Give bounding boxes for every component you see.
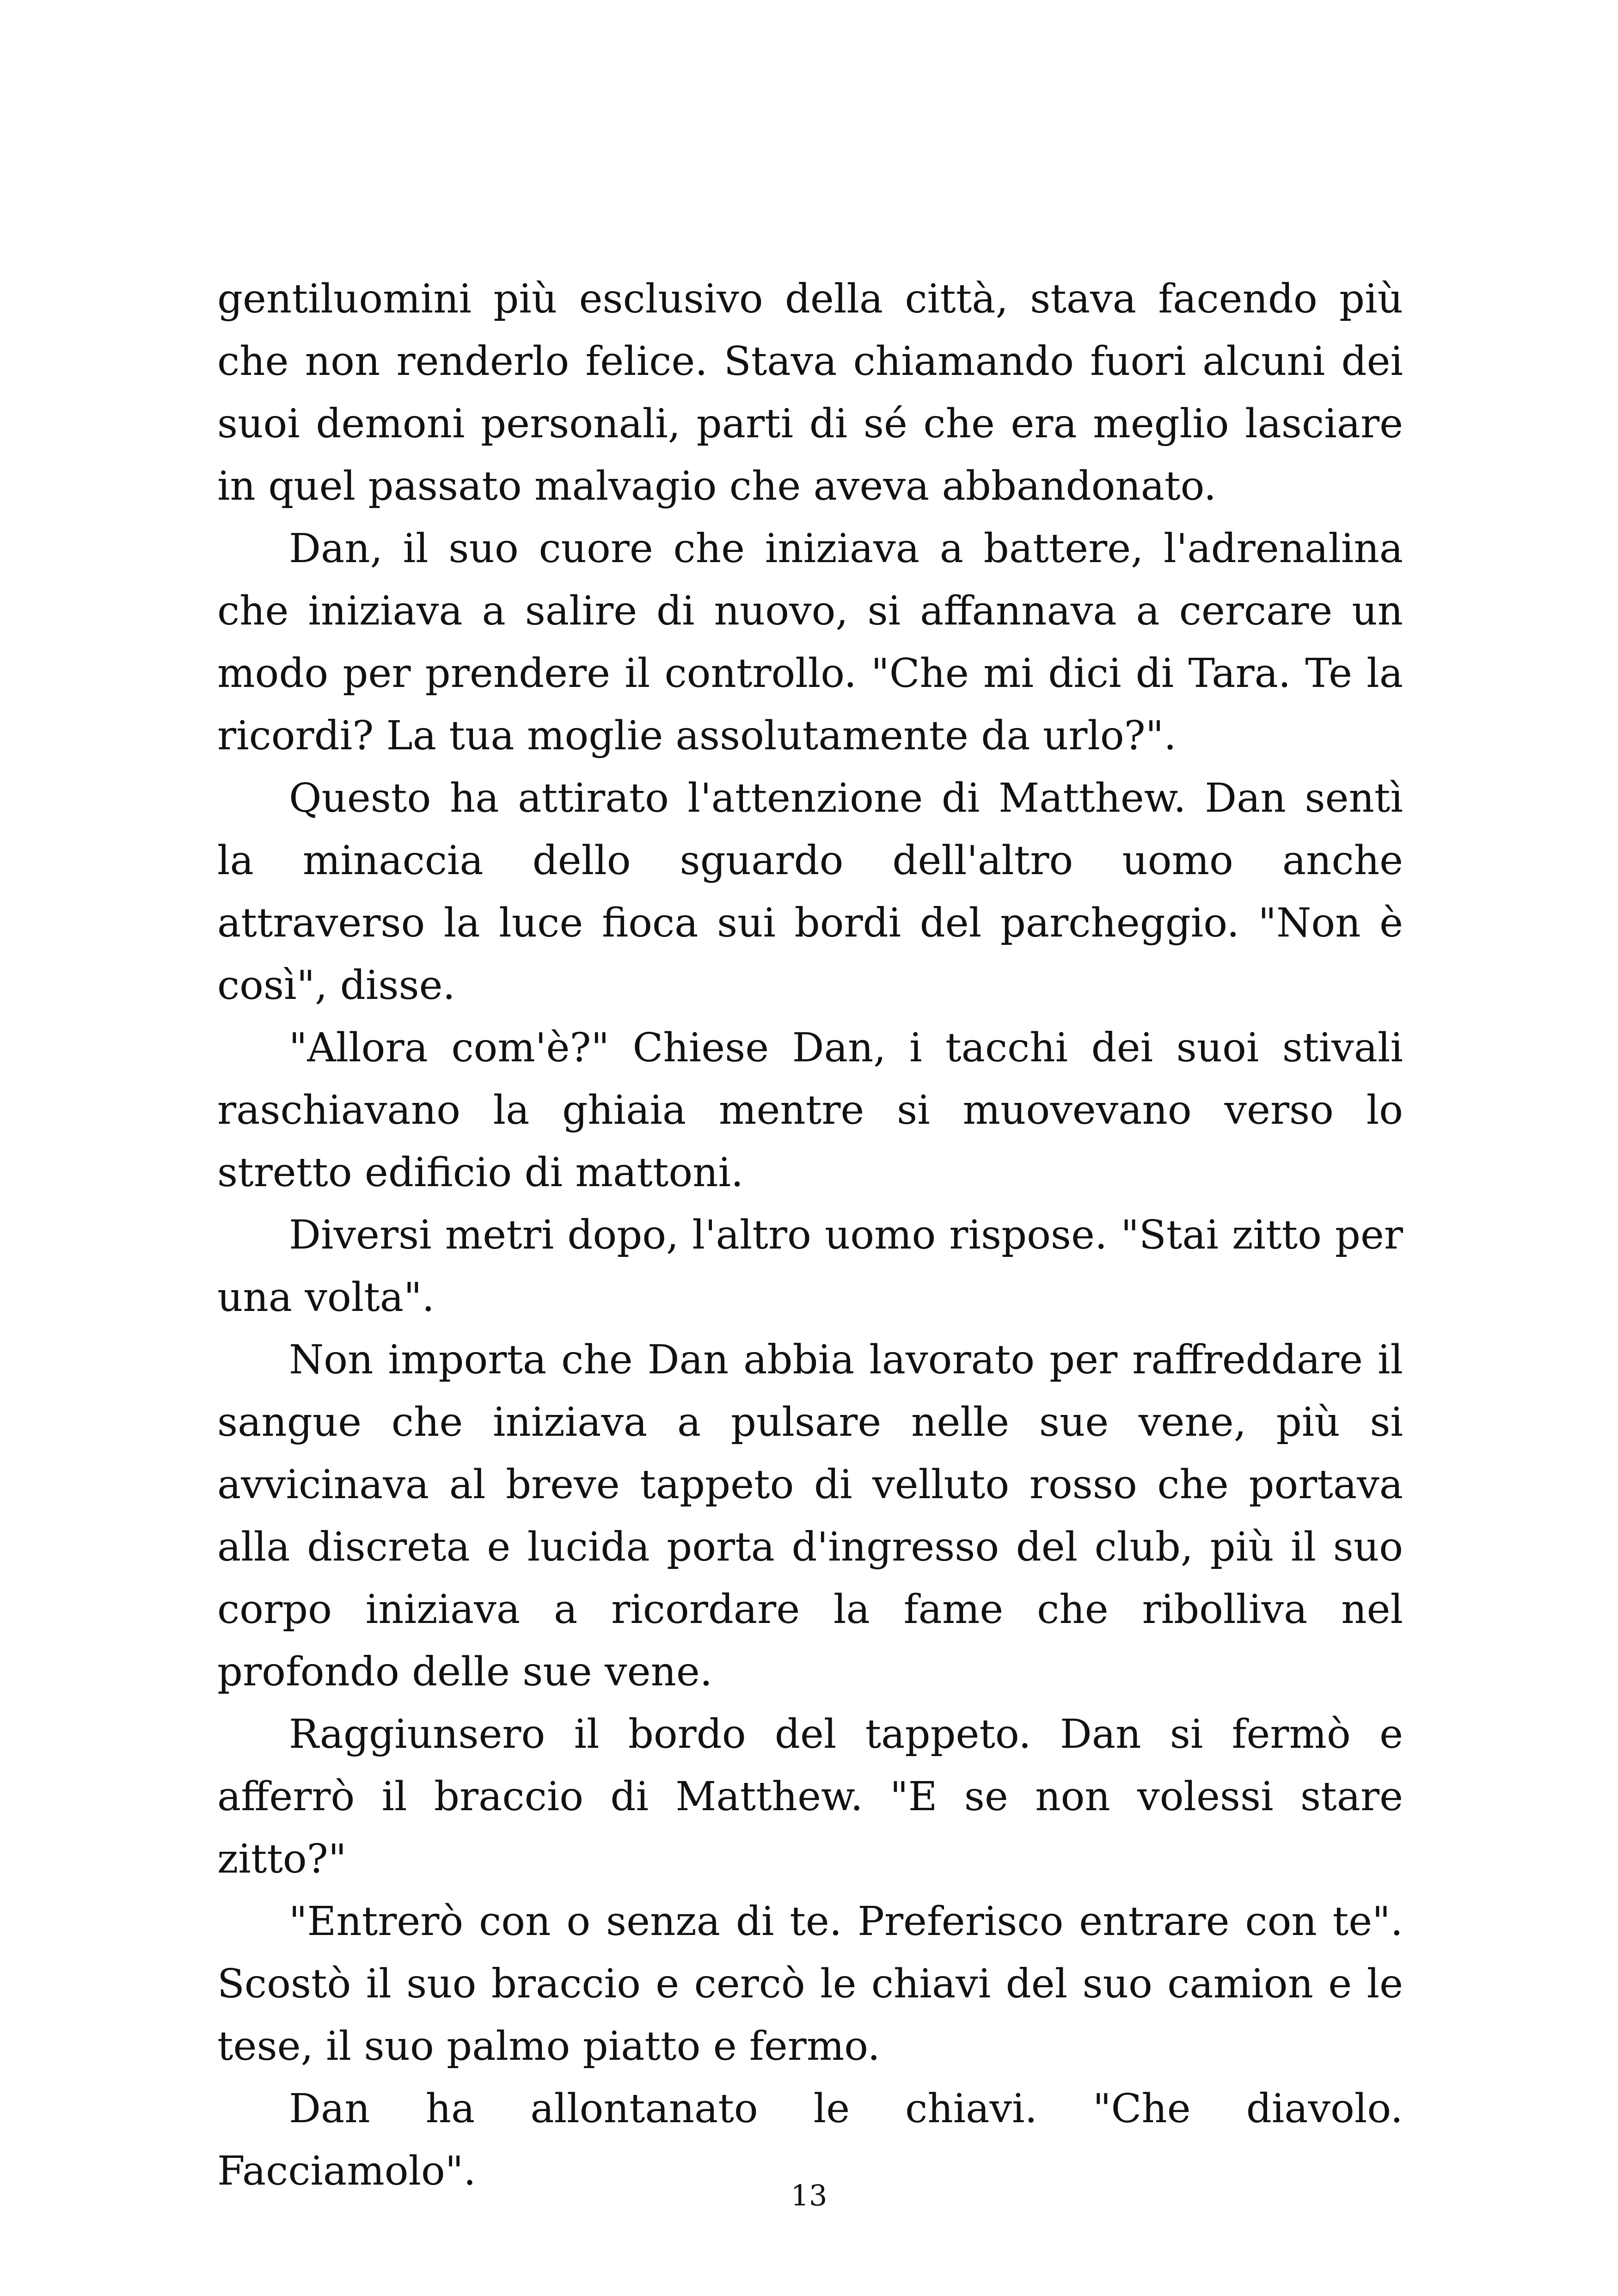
paragraph: Non importa che Dan abbia lavorato per raffreddare il sangue che iniziava a pulsare nelle sue vene, più si avvicinava al breve tappeto di velluto rosso che portava alla discreta e lucida porta d'ingresso del club, più il suo corpo iniziava a ricordare la fame che ribolliva nel profondo delle sue vene. <box>217 1337 1403 1695</box>
paragraph: Diversi metri dopo, l'altro uomo rispose. "Stai zitto per una volta". <box>217 1212 1403 1321</box>
paragraph: Questo ha attirato l'attenzione di Matthew. Dan sentì la minaccia dello sguardo dell'altro uomo anche attraverso la luce fioca sui bordi del parcheggio. "Non è così", disse. <box>217 775 1403 1009</box>
body-text <box>217 268 1403 2203</box>
paragraph: "Allora com'è?" Chiese Dan, i tacchi dei suoi stivali raschiavano la ghiaia mentre si muovevano verso lo stretto edificio di mattoni. <box>217 1025 1403 1196</box>
paragraph: Dan ha allontanato le chiavi. "Che diavolo. Facciamolo". <box>217 2086 1403 2194</box>
paragraph: Raggiunsero il bordo del tappeto. Dan si fermò e afferrò il braccio di Matthew. "E se non volessi stare zitto?" <box>217 1711 1403 1882</box>
page-number: 13 <box>791 2179 827 2212</box>
paragraph: "Entrerò con o senza di te. Preferisco entrare con te". Scostò il suo braccio e cercò le chiavi del suo camion e le tese, il suo palmo piatto e fermo. <box>217 1898 1403 2069</box>
paragraph: gentiluomini più esclusivo della città, stava facendo più che non renderlo felice. Stava chiamando fuori alcuni dei suoi demoni personali, parti di sé che era meglio lasciare in quel passato malvagio che aveva abbandonato. <box>217 276 1403 509</box>
paragraph: Dan, il suo cuore che iniziava a battere, l'adrenalina che iniziava a salire di nuovo, si affannava a cercare un modo per prendere il controllo. "Che mi dici di Tara. Te la ricordi? La tua moglie assolutamente da urlo?". <box>217 526 1403 759</box>
